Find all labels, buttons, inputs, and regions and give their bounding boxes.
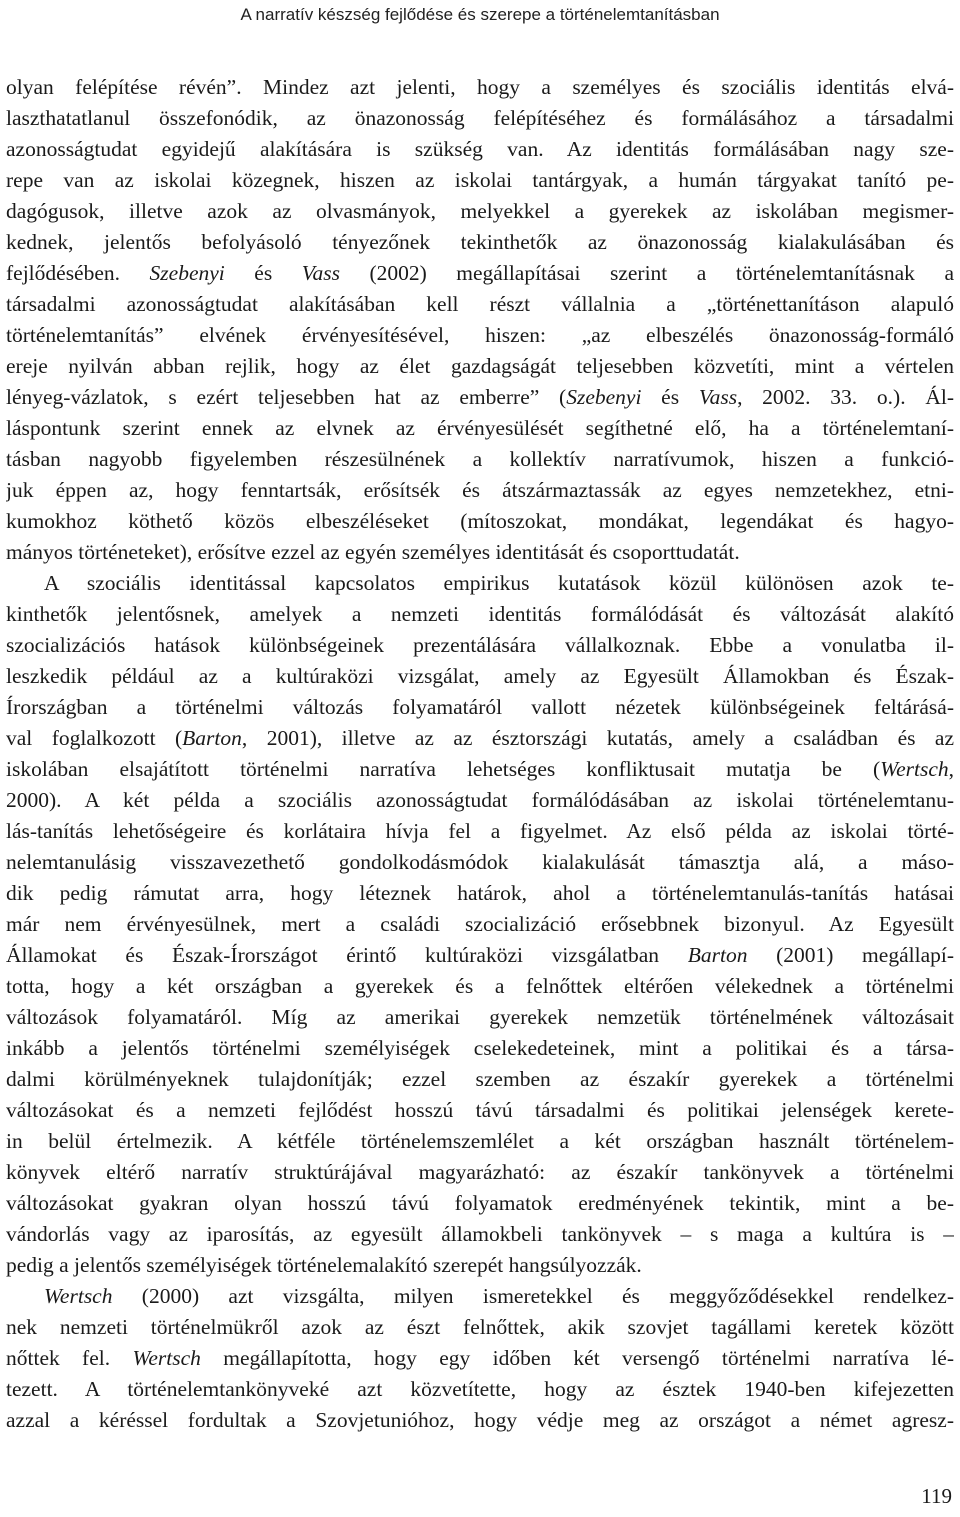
italic-citation: Wertsch — [132, 1346, 201, 1370]
text-segment: mányos történeteket), erősítve ezzel az egyén személyes identitását és csoporttudatát. — [6, 540, 740, 564]
italic-citation: Vass — [698, 385, 738, 409]
text-segment: nőttek fel. — [6, 1346, 133, 1370]
text-line — [6, 1343, 954, 1374]
page-number: 119 — [921, 1484, 952, 1508]
text-segment: ereje nyilván abban rejlik, hogy az élet gazdagságát teljesebben közvetíti, mint a vértelen — [6, 354, 954, 378]
text-segment: lényeg-vázlatok, s ezért teljesebben hat az emberre” ( — [6, 385, 567, 409]
running-head: A narratív készség fejlődése és szerepe a történelemtanításban — [240, 5, 720, 24]
text-segment: nelemtanulásig visszavezethető gondolkodásmódok kialakulását támasztja alá, a máso- — [6, 850, 954, 874]
text-line — [6, 1188, 954, 1219]
text-line — [6, 103, 954, 134]
text-segment: pedig a jelentős személyiségek történelemalakító szerepét hangsúlyozzák. — [6, 1253, 642, 1277]
text-segment: kinthetők jelentősnek, amelyek a nemzeti identitás formálódását és változását alakító — [6, 602, 954, 626]
text-segment: val foglalkozott ( — [6, 726, 183, 750]
text-line — [6, 847, 954, 878]
italic-citation: Szebenyi — [566, 385, 642, 409]
text-line — [6, 134, 954, 165]
text-segment: dagógusok, illetve azok az olvasmányok, melyekkel a gyerekek az iskolában megismer- — [6, 199, 954, 223]
text-line — [6, 1219, 954, 1250]
italic-citation: Wertsch — [44, 1284, 113, 1308]
text-segment: (2002) megállapításai szerint a történelemtanításnak a — [339, 261, 954, 285]
text-segment: Államokat és Észak-Írországot érintő kultúraközi vizsgálatban — [6, 943, 688, 967]
text-line — [6, 909, 954, 940]
text-line — [6, 165, 954, 196]
text-line — [6, 537, 954, 568]
text-line — [6, 320, 954, 351]
text-line — [6, 1374, 954, 1405]
text-line — [6, 444, 954, 475]
italic-citation: Barton — [182, 726, 242, 750]
text-segment: vándorlás vagy az iparosítás, az egyesült államokbeli tankönyvek – s maga a kultúra is – — [6, 1222, 954, 1246]
italic-citation: Vass — [301, 261, 340, 285]
text-line — [6, 227, 954, 258]
text-segment: történelemtanítás” elvének érvényesítésével, hiszen: „az elbeszélés önazonosság-formáló — [6, 323, 954, 347]
text-line — [6, 661, 954, 692]
text-segment: azonosságtudat egyidejű alakítására is szükség van. Az identitás formálásában nagy sze- — [6, 137, 954, 161]
text-segment: , 2001), illetve az az észtországi kutatás, amely a családban és az — [241, 726, 954, 750]
text-segment: Írországban a történelmi változás folyamatáról vallott nézetek különbségeinek feltárásá- — [6, 695, 954, 719]
text-segment: A szociális identitással kapcsolatos empirikus kutatások közül különösen azok te- — [44, 571, 954, 595]
text-segment: totta, hogy a két országban a gyerekek és a felnőttek eltérően vélekednek a történelmi — [6, 974, 954, 998]
text-segment: változásokat és a nemzeti fejlődést hosszú távú társadalmi és politikai jelenségek kerete- — [6, 1098, 954, 1122]
text-segment: tezett. A történelemtankönyveké azt közvetítette, hogy az észtek 1940-ben kifejezetten — [6, 1377, 954, 1401]
text-line — [6, 1312, 954, 1343]
text-segment: kednek, jelentős befolyásoló tényezőnek tekinthetők az önazonosság kialakulásában és — [6, 230, 954, 254]
text-line — [6, 940, 954, 971]
text-segment: 2000). A két példa a szociális azonosságtudat formálódásában az iskolai történelemtanu- — [6, 788, 954, 812]
text-segment: , 2002. 33. o.). Ál- — [737, 385, 954, 409]
text-segment: kumokhoz köthető közös elbeszéléseket (mítoszokat, mondákat, legendákat és hagyo- — [6, 509, 954, 533]
text-line — [6, 382, 954, 413]
text-line — [6, 1281, 954, 1312]
text-line — [6, 506, 954, 537]
text-segment: már nem érvényesülnek, mert a családi szocializáció erősebbnek bizonyul. Az Egyesült — [6, 912, 954, 936]
text-line — [6, 630, 954, 661]
text-line — [6, 816, 954, 847]
text-line — [6, 1064, 954, 1095]
text-line — [6, 785, 954, 816]
text-segment: lás-tanítás lehetőségeire és korlátaira hívja fel a figyelmet. Az első példa az iskolai törté- — [6, 819, 954, 843]
text-segment: társadalmi azonosságtudat alakításában kell részt vállalnia a „történettanításon alapuló — [6, 292, 954, 316]
text-segment: (2000) azt vizsgálta, milyen ismeretekkel és meggyőződésekkel rendelkez- — [112, 1284, 954, 1308]
text-segment: nek nemzeti történelmükről azok az észt felnőttek, akik szovjet tagállami keretek között — [6, 1315, 954, 1339]
text-line — [6, 1126, 954, 1157]
text-line — [6, 1002, 954, 1033]
text-segment: iskolában elsajátított történelmi narratíva lehetséges konfliktusait mutatja be ( — [6, 757, 881, 781]
text-line — [6, 692, 954, 723]
text-line — [6, 196, 954, 227]
text-line — [6, 258, 954, 289]
text-line — [6, 971, 954, 1002]
text-segment: dik pedig rámutat arra, hogy léteznek határok, ahol a történelemtanulás-tanítás hatásai — [6, 881, 954, 905]
text-line — [6, 568, 954, 599]
text-segment: repe van az iskolai közegnek, hiszen az iskolai tantárgyak, a humán tárgyakat tanító pe- — [6, 168, 954, 192]
text-segment: juk éppen az, hogy fenntartsák, erősítsék és átszármaztassák az egyes nemzetekhez, etni- — [6, 478, 954, 502]
text-line — [6, 599, 954, 630]
text-segment: és — [224, 261, 302, 285]
text-line — [6, 723, 954, 754]
italic-citation: Barton — [687, 943, 748, 967]
text-segment: laszthatatlanul összefonódik, az önazonosság felépítéséhez és formálásához a társadalmi — [6, 106, 954, 130]
text-line — [6, 1033, 954, 1064]
text-line — [6, 1405, 954, 1436]
text-segment: dalmi körülményeknek tulajdonítják; ezzel szemben az északír gyerekek a történelmi — [6, 1067, 954, 1091]
text-line — [6, 475, 954, 506]
text-segment: olyan felépítése révén”. Mindez azt jelenti, hogy a személyes és szociális identitás elvá- — [6, 75, 954, 99]
text-line — [6, 351, 954, 382]
text-line — [6, 754, 954, 785]
text-segment: inkább a jelentős történelmi személyiségek cselekedeteinek, mint a politikai és a társa- — [6, 1036, 954, 1060]
text-segment: megállapította, hogy egy időben két versengő történelmi narratíva lé- — [200, 1346, 954, 1370]
text-segment: leszkedik például az a kultúraközi vizsgálat, amely az Egyesült Államokban és Észak- — [6, 664, 954, 688]
text-line — [6, 1095, 954, 1126]
text-segment: in belül értelmezik. A kétféle történelemszemlélet a két országban használt történelem- — [6, 1129, 954, 1153]
text-line — [6, 878, 954, 909]
italic-citation: Wertsch — [880, 757, 949, 781]
text-segment: fejlődésében. — [6, 261, 150, 285]
body-text — [6, 72, 954, 1436]
text-segment: , — [948, 757, 954, 781]
italic-citation: Szebenyi — [149, 261, 225, 285]
text-segment: könyvek eltérő narratív struktúrájával magyarázható: az északír tankönyvek a történelmi — [6, 1160, 954, 1184]
text-line — [6, 413, 954, 444]
text-line — [6, 1157, 954, 1188]
text-line — [6, 289, 954, 320]
text-segment: láspontunk szerint ennek az elvnek az érvényesülését segíthetné elő, ha a történelemtaní- — [6, 416, 954, 440]
text-segment: változásokat gyakran olyan hosszú távú folyamatok eredményének tekintik, mint a be- — [6, 1191, 954, 1215]
text-segment: és — [641, 385, 699, 409]
text-segment: (2001) megállapí- — [747, 943, 954, 967]
text-segment: szocializációs hatások különbségeinek prezentálására vállalkoznak. Ebbe a vonulatba il- — [6, 633, 954, 657]
text-segment: változások folyamatáról. Míg az amerikai gyerekek nemzetük történelmének változásait — [6, 1005, 954, 1029]
text-line — [6, 72, 954, 103]
text-segment: tásban nagyobb figyelemben részesülnének a kollektív narratívumok, hiszen a funkció- — [6, 447, 954, 471]
text-line — [6, 1250, 954, 1281]
text-segment: azzal a kéréssel fordultak a Szovjetunióhoz, hogy védje meg az országot a német agresz- — [6, 1408, 954, 1432]
